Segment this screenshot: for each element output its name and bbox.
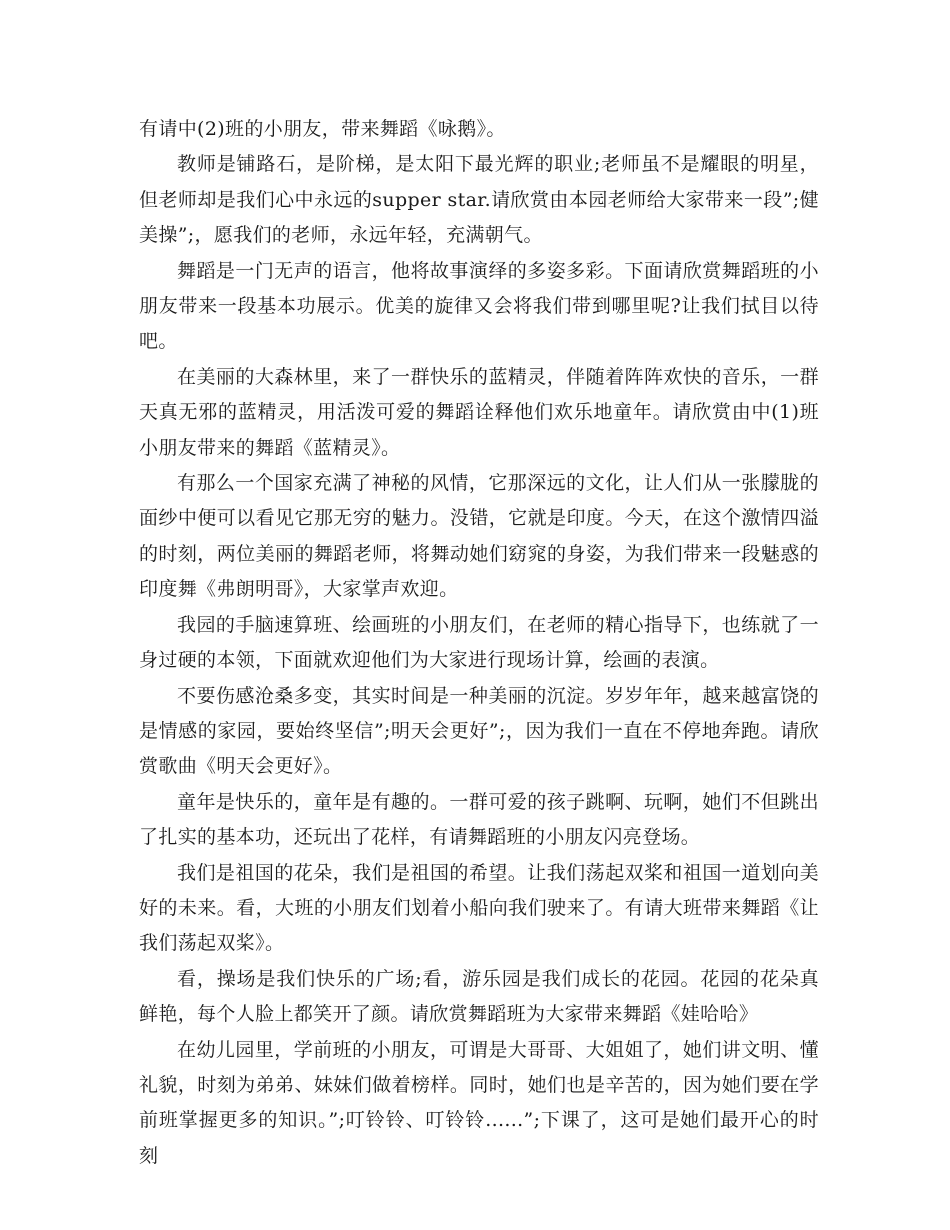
- paragraph: 舞蹈是一门无声的语言，他将故事演绎的多姿多彩。下面请欣赏舞蹈班的小朋友带来一段基本功展示。优美的旋律又会将我们带到哪里呢?让我们拭目以待吧。: [139, 259, 819, 353]
- paragraph: 教师是铺路石，是阶梯，是太阳下最光辉的职业;老师虽不是耀眼的明星，但老师却是我们心中永远的supper star.请欣赏由本园老师给大家带来一段”;健美操”;，愿我们的老师，永远年轻，充满朝气。: [139, 153, 819, 247]
- paragraph: 在幼儿园里，学前班的小朋友，可谓是大哥哥、大姐姐了，她们讲文明、懂礼貌，时刻为弟弟、妹妹们做着榜样。同时，她们也是辛苦的，因为她们要在学前班掌握更多的知识。”;叮铃铃、叮铃铃......”;下课了，这可是她们最开心的时刻: [139, 1038, 819, 1167]
- paragraph: 看，操场是我们快乐的广场;看，游乐园是我们成长的花园。花园的花朵真鲜艳，每个人脸上都笑开了颜。请欣赏舞蹈班为大家带来舞蹈《娃哈哈》: [139, 967, 819, 1026]
- paragraph: 不要伤感沧桑多变，其实时间是一种美丽的沉淀。岁岁年年，越来越富饶的是情感的家园，要始终坚信”;明天会更好”;，因为我们一直在不停地奔跑。请欣赏歌曲《明天会更好》。: [139, 684, 819, 778]
- document-body: [139, 112, 819, 1174]
- paragraph: 我们是祖国的花朵，我们是祖国的希望。让我们荡起双桨和祖国一道划向美好的未来。看，大班的小朋友们划着小船向我们驶来了。有请大班带来舞蹈《让我们荡起双桨》。: [139, 861, 819, 955]
- paragraph: 在美丽的大森林里，来了一群快乐的蓝精灵，伴随着阵阵欢快的音乐，一群天真无邪的蓝精灵，用活泼可爱的舞蹈诠释他们欢乐地童年。请欣赏由中(1)班小朋友带来的舞蹈《蓝精灵》。: [139, 365, 819, 459]
- paragraph: 有那么一个国家充满了神秘的风情，它那深远的文化，让人们从一张朦胧的面纱中便可以看见它那无穷的魅力。没错，它就是印度。今天，在这个激情四溢的时刻，两位美丽的舞蹈老师，将舞动她们窈窕的身姿，为我们带来一段魅惑的印度舞《弗朗明哥》，大家掌声欢迎。: [139, 472, 819, 601]
- paragraph: 有请中(2)班的小朋友，带来舞蹈《咏鹅》。: [139, 118, 506, 140]
- paragraph: 我园的手脑速算班、绘画班的小朋友们，在老师的精心指导下，也练就了一身过硬的本领，下面就欢迎他们为大家进行现场计算，绘画的表演。: [139, 613, 819, 672]
- paragraph: 童年是快乐的，童年是有趣的。一群可爱的孩子跳啊、玩啊，她们不但跳出了扎实的基本功，还玩出了花样，有请舞蹈班的小朋友闪亮登场。: [139, 790, 819, 849]
